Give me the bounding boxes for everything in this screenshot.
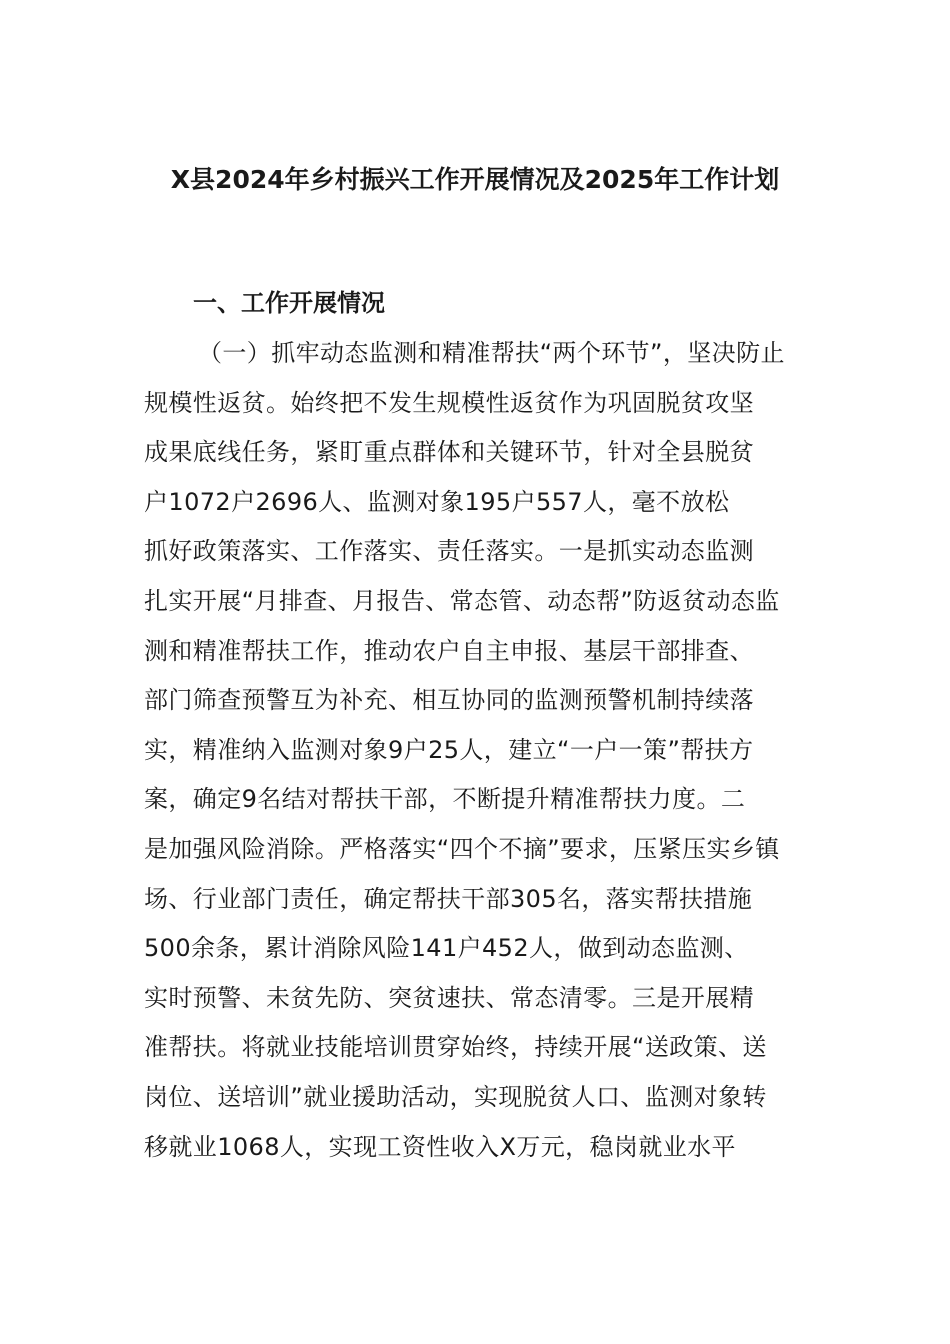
paragraph-line: 抓好政策落实、工作落实、责任落实。一是抓实动态监测 bbox=[144, 537, 754, 566]
paragraph-line: 500余条，累计消除风险141户452人，做到动态监测、 bbox=[144, 934, 749, 963]
paragraph-line: 场、行业部门责任，确定帮扶干部305名，落实帮扶措施 bbox=[144, 884, 753, 913]
section-heading: 一、工作开展情况 bbox=[193, 289, 385, 317]
body-paragraph bbox=[144, 333, 812, 1176]
paragraph-line: 实时预警、未贫先防、突贫速扶、常态清零。三是开展精 bbox=[144, 983, 754, 1012]
paragraph-line: 部门筛查预警互为补充、相互协同的监测预警机制持续落 bbox=[144, 686, 754, 715]
paragraph-line: 规模性返贫。始终把不发生规模性返贫作为巩固脱贫攻坚 bbox=[144, 388, 754, 417]
paragraph-line: 测和精准帮扶工作，推动农户自主申报、基层干部排查、 bbox=[144, 636, 754, 665]
paragraph-line: 实，精准纳入监测对象9户25人，建立“一户一策”帮扶方 bbox=[144, 735, 754, 764]
paragraph-line: 扎实开展“月排查、月报告、常态管、动态帮”防返贫动态监 bbox=[144, 586, 780, 615]
paragraph-line: 移就业1068人，实现工资性收入X万元，稳岗就业水平 bbox=[144, 1132, 736, 1161]
paragraph-line: （一）抓牢动态监测和精准帮扶“两个环节”，坚决防止 bbox=[198, 339, 785, 367]
paragraph-line: 岗位、送培训”就业援助活动，实现脱贫人口、监测对象转 bbox=[144, 1082, 767, 1111]
paragraph-line: 准帮扶。将就业技能培训贯穿始终，持续开展“送政策、送 bbox=[144, 1033, 767, 1062]
paragraph-line: 是加强风险消除。严格落实“四个不摘”要求，压紧压实乡镇 bbox=[144, 834, 780, 863]
paragraph-line: 案，确定9名结对帮扶干部，不断提升精准帮扶力度。二 bbox=[144, 785, 746, 814]
paragraph-line: 成果底线任务，紧盯重点群体和关键环节，针对全县脱贫 bbox=[144, 438, 754, 467]
document-title: X县2024年乡村振兴工作开展情况及2025年工作计划 bbox=[170, 165, 780, 194]
paragraph-line: 户1072户2696人、监测对象195户557人，毫不放松 bbox=[144, 487, 730, 516]
